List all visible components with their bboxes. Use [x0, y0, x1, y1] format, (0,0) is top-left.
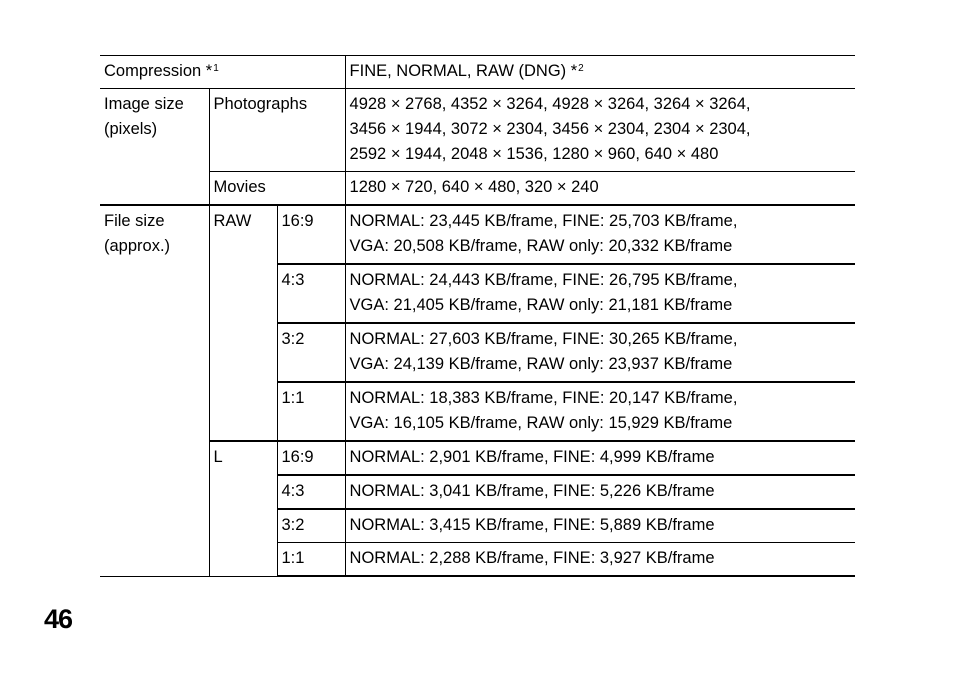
image-size-photographs-row: [100, 89, 855, 172]
raw-ratio: 16:9: [281, 212, 314, 230]
l-value: NORMAL: 3,415 KB/frame, FINE: 5,889 KB/frame: [349, 516, 715, 534]
raw-value-line2: VGA: 24,139 KB/frame, RAW only: 23,937 KB/frame: [349, 355, 733, 373]
compression-value-cell: [345, 56, 855, 89]
l-value: NORMAL: 2,288 KB/frame, FINE: 3,927 KB/frame: [349, 549, 715, 567]
footnote-marker-1: 1: [213, 63, 219, 74]
photographs-line1: 4928 × 2768, 4352 × 3264, 4928 × 3264, 3264 × 3264,: [349, 95, 751, 113]
photographs-value-cell: [345, 89, 855, 172]
photographs-line3: 2592 × 1944, 2048 × 1536, 1280 × 960, 640 × 480: [349, 145, 719, 163]
raw-ratio-cell: [277, 264, 345, 323]
file-size-label-line1: File size: [104, 212, 165, 230]
raw-value-line1: NORMAL: 24,443 KB/frame, FINE: 26,795 KB/frame,: [349, 271, 738, 289]
l-value-cell: [345, 475, 855, 509]
raw-value-line2: VGA: 20,508 KB/frame, RAW only: 20,332 KB/frame: [349, 237, 733, 255]
l-ratio: 4:3: [281, 482, 305, 500]
file-size-label-line2: (approx.): [104, 237, 171, 255]
footnote-marker-2: 2: [578, 63, 584, 74]
l-ratio-cell: [277, 441, 345, 475]
l-value-cell: [345, 441, 855, 475]
l-ratio: 3:2: [281, 516, 305, 534]
l-ratio-cell: [277, 475, 345, 509]
raw-label-cell: [209, 205, 277, 441]
l-ratio: 1:1: [281, 549, 305, 567]
raw-value-line2: VGA: 16,105 KB/frame, RAW only: 15,929 KB/frame: [349, 414, 733, 432]
raw-ratio: 4:3: [281, 271, 305, 289]
raw-value-line1: NORMAL: 18,383 KB/frame, FINE: 20,147 KB/frame,: [349, 389, 738, 407]
l-value-cell: [345, 543, 855, 577]
l-value: NORMAL: 3,041 KB/frame, FINE: 5,226 KB/frame: [349, 482, 715, 500]
file-size-raw-row-1: [100, 205, 855, 264]
l-ratio: 16:9: [281, 448, 314, 466]
raw-value-line1: NORMAL: 27,603 KB/frame, FINE: 30,265 KB/frame,: [349, 330, 738, 348]
movies-value: 1280 × 720, 640 × 480, 320 × 240: [349, 178, 599, 196]
raw-value-cell: [345, 382, 855, 441]
l-value-cell: [345, 509, 855, 543]
raw-ratio: 3:2: [281, 330, 305, 348]
l-ratio-cell: [277, 543, 345, 577]
image-size-label-line2: (pixels): [104, 120, 158, 138]
raw-value-cell: [345, 205, 855, 264]
page-number: 46: [44, 604, 73, 634]
image-size-label-cell: [100, 89, 209, 206]
photographs-label-cell: [209, 89, 345, 172]
raw-ratio-cell: [277, 205, 345, 264]
raw-ratio-cell: [277, 323, 345, 382]
image-size-movies-row: [100, 172, 855, 206]
compression-label: Compression *: [104, 62, 213, 80]
compression-value: FINE, NORMAL, RAW (DNG) *: [349, 62, 578, 80]
raw-ratio-cell: [277, 382, 345, 441]
l-ratio-cell: [277, 509, 345, 543]
l-label: L: [213, 448, 223, 466]
raw-value-line1: NORMAL: 23,445 KB/frame, FINE: 25,703 KB/frame,: [349, 212, 738, 230]
file-size-l-row-1: [100, 441, 855, 475]
photographs-line2: 3456 × 1944, 3072 × 2304, 3456 × 2304, 2304 × 2304,: [349, 120, 751, 138]
l-value: NORMAL: 2,901 KB/frame, FINE: 4,999 KB/frame: [349, 448, 715, 466]
raw-value-line2: VGA: 21,405 KB/frame, RAW only: 21,181 KB/frame: [349, 296, 733, 314]
l-label-cell: [209, 441, 277, 576]
compression-row: [100, 56, 855, 89]
raw-value-cell: [345, 264, 855, 323]
spec-table: [100, 55, 855, 577]
raw-label: RAW: [213, 212, 252, 230]
raw-ratio: 1:1: [281, 389, 305, 407]
file-size-label-cell: [100, 205, 209, 576]
movies-label: Movies: [213, 178, 266, 196]
compression-label-cell: [100, 56, 345, 89]
movies-value-cell: [345, 172, 855, 206]
photographs-label: Photographs: [213, 95, 308, 113]
raw-value-cell: [345, 323, 855, 382]
movies-label-cell: [209, 172, 345, 206]
image-size-label-line1: Image size: [104, 95, 184, 113]
